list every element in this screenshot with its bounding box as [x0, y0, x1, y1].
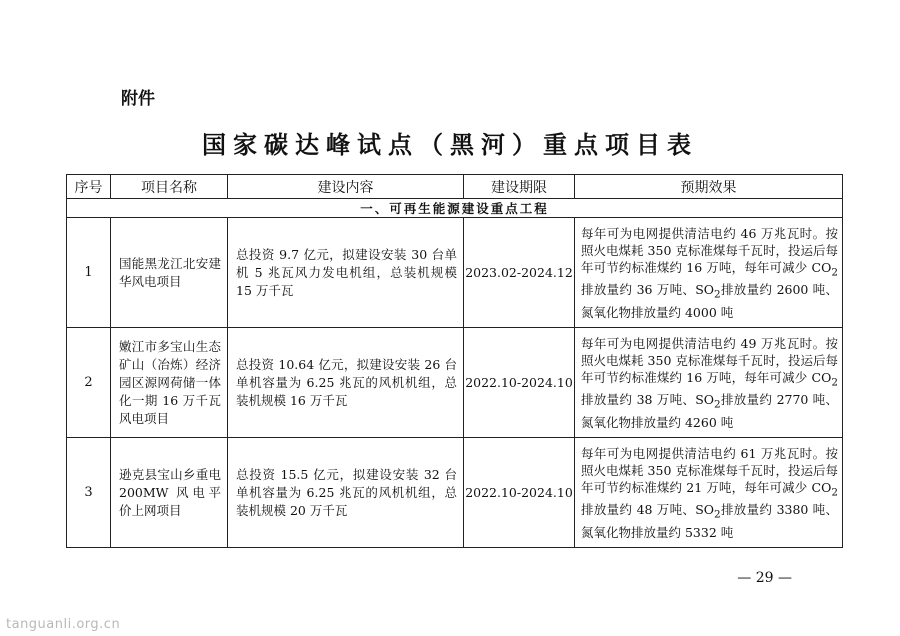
- so2-subscript: 2: [714, 288, 721, 301]
- table-row: [67, 328, 843, 438]
- row-content: 总投资 15.5 亿元，拟建设安装 32 台单机容量为 6.25 兆瓦的风机机组，总装机规模 20 万千瓦: [228, 438, 464, 548]
- effect-text: 排放量约 3380 吨、氮氧化物排放量约 5332 吨: [581, 502, 838, 540]
- row-effect: [575, 438, 843, 548]
- row-seq: 1: [67, 218, 111, 328]
- row-effect: [575, 328, 843, 438]
- so2-subscript: 2: [714, 398, 721, 411]
- row-effect: [575, 218, 843, 328]
- row-content: 总投资 9.7 亿元，拟建设安装 30 台单机 5 兆瓦风力发电机组，总装机规模 15 万千瓦: [228, 218, 464, 328]
- co2-subscript: 2: [831, 486, 838, 498]
- effect-text: 每年可为电网提供清洁电约 46 万兆瓦时。按照火电煤耗 350 克标准煤每千瓦时，投运后每年可节约标准煤约 16 万吨，每年可减少 CO: [581, 225, 838, 275]
- effect-text: 排放量约 2770 吨、氮氧化物排放量约 4260 吨: [581, 392, 838, 430]
- co2-subscript: 2: [831, 266, 838, 278]
- effect-text: 每年可为电网提供清洁电约 49 万兆瓦时。按照火电煤耗 350 克标准煤每千瓦时，投运后每年可节约标准煤约 16 万吨，每年可减少 CO: [581, 335, 838, 385]
- effect-text: 排放量约 36 万吨、SO: [581, 282, 715, 297]
- row-project-name: 国能黑龙江北安建华风电项目: [111, 218, 228, 328]
- table-header-row: [67, 175, 843, 199]
- header-seq: 序号: [67, 175, 111, 199]
- page-number: — 29 —: [737, 570, 792, 586]
- row-project-name: 嫩江市多宝山生态矿山（冶炼）经济园区源网荷储一体化一期 16 万千瓦风电项目: [111, 328, 228, 438]
- row-period: 2022.10-2024.10: [464, 438, 575, 548]
- row-project-name: 逊克县宝山乡重电 200MW 风电平价上网项目: [111, 438, 228, 548]
- attachment-label: 附件: [121, 89, 155, 109]
- co2-subscript: 2: [831, 376, 838, 388]
- header-content: 建设内容: [228, 175, 464, 199]
- row-period: 2022.10-2024.10: [464, 328, 575, 438]
- effect-text: 排放量约 48 万吨、SO: [581, 502, 715, 517]
- header-effect: 预期效果: [575, 175, 843, 199]
- row-period: 2023.02-2024.12: [464, 218, 575, 328]
- row-content: 总投资 10.64 亿元，拟建设安装 26 台单机容量为 6.25 兆瓦的风机机组，总装机规模 16 万千瓦: [228, 328, 464, 438]
- watermark: tanguanli.org.cn: [6, 617, 121, 632]
- row-seq: 3: [67, 438, 111, 548]
- row-seq: 2: [67, 328, 111, 438]
- effect-text: 每年可为电网提供清洁电约 61 万兆瓦时。按照火电煤耗 350 克标准煤每千瓦时，投运后每年可节约标准煤约 21 万吨，每年可减少 CO: [581, 445, 838, 495]
- page-title: 国家碳达峰试点（黑河）重点项目表: [202, 130, 698, 159]
- header-name: 项目名称: [111, 175, 228, 199]
- effect-text: 排放量约 38 万吨、SO: [581, 392, 715, 407]
- section-row: [67, 199, 843, 218]
- section-title: 一、可再生能源建设重点工程: [67, 199, 843, 218]
- table-row: [67, 438, 843, 548]
- project-table: [66, 174, 843, 548]
- table-row: [67, 218, 843, 328]
- effect-text: 排放量约 2600 吨、氮氧化物排放量约 4000 吨: [581, 282, 838, 320]
- so2-subscript: 2: [714, 508, 721, 521]
- header-period: 建设期限: [464, 175, 575, 199]
